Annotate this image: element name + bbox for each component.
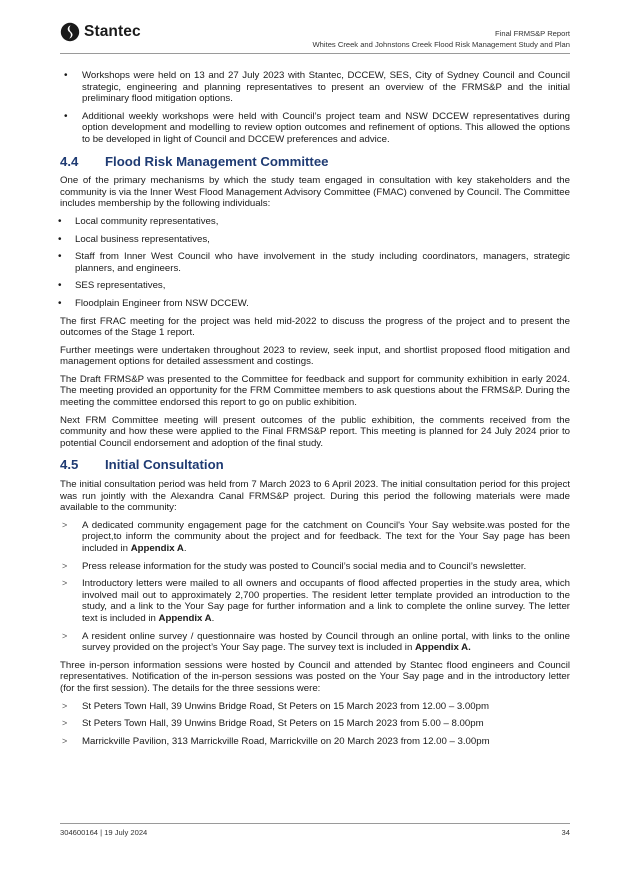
section-title: Flood Risk Management Committee [105, 153, 329, 169]
brand-name: Stantec [84, 23, 141, 40]
list-item: > St Peters Town Hall, 39 Unwins Bridge Road, St Peters on 15 March 2023 from 12.00 – 3.00pm [60, 701, 570, 713]
list-item: • SES representatives, [56, 280, 570, 292]
stantec-logo-icon [60, 22, 80, 42]
footer-divider [60, 823, 570, 824]
report-header [313, 29, 570, 50]
appendix-reference: Appendix A [158, 612, 212, 624]
paragraph: One of the primary mechanisms by which the study team engaged in consultation with key stakeholders and the community is via the Inner West Flood Management Advisory Committee (FMAC) convened by Council. The Committee includes membership by the following individuals: [60, 175, 570, 210]
paragraph: Further meetings were undertaken throughout 2023 to review, seek input, and shortlist proposed flood mitigation and management options for detailed assessment and costings. [60, 344, 570, 368]
list-item: • Additional weekly workshops were held with Council’s project team and NSW DCCEW representatives during option development and modelling to review option outcomes and refinement of options. This allowed the options to be developed in light of Council and DCCEW preferences and advice. [62, 111, 570, 146]
section-heading-4-5 [60, 459, 570, 471]
list-item [60, 578, 570, 624]
section-number: 4.5 [60, 457, 79, 473]
paragraph: The first FRAC meeting for the project was held mid-2022 to discuss the progress of the project and to present the outcomes of the Stage 1 report. [60, 315, 570, 339]
list-item: > St Peters Town Hall, 39 Unwins Bridge Road, St Peters on 15 March 2023 from 5.00 – 8.00pm [60, 718, 570, 730]
header-divider [60, 53, 570, 54]
section-heading-4-4 [60, 153, 570, 169]
section-title: Initial Consultation [105, 457, 224, 473]
list-item [60, 561, 570, 573]
section-number: 4.4 [60, 153, 79, 169]
intro-bullet-list [60, 70, 570, 146]
paragraph: Next FRM Committee meeting will present outcomes of the public exhibition, the comments received from the community and how these were applied to the Final FRMS&P report. This meeting is planned for 24 July 2024 prior to potential Council endorsement and adoption of the final study. [60, 414, 570, 449]
list-item: > Marrickville Pavilion, 313 Marrickville Road, Marrickville on 20 March 2023 from 12.00 – 3.00pm [60, 736, 570, 748]
page-body [60, 70, 570, 753]
session-list [60, 701, 570, 748]
consultation-materials-list [60, 520, 570, 654]
list-item: • Local community representatives, [56, 216, 570, 228]
committee-member-list [60, 216, 570, 310]
item-text: A resident online survey / questionnaire was hosted by Council through an online portal, with links to the online survey provided on the project’s Your Say page. The survey text is included in [82, 630, 570, 654]
page-number: 34 [561, 828, 570, 837]
item-text: Press release information for the study was posted to Council’s social media and to Council’s newsletter. [82, 560, 527, 572]
paragraph: The Draft FRMS&P was presented to the Committee for feedback and support for community exhibition in early 2024. The meeting provided an opportunity for the FRM Committee members to ask questions about the FRMS&P. During the meeting the committee endorsed this report to go on public exhibition. [60, 373, 570, 409]
list-item [60, 631, 570, 654]
report-title: Final FRMS&P Report [495, 29, 570, 38]
list-item: • Local business representatives, [56, 234, 570, 246]
paragraph: Three in-person information sessions were hosted by Council and attended by Stantec flood engineers and Council representatives. Notification of the in-person sessions was posted on the Your Say page and in the introductory letter (for the first session). The details for the three sessions were: [60, 659, 570, 694]
report-subtitle: Whites Creek and Johnstons Creek Flood Risk Management Study and Plan [312, 39, 570, 49]
document-reference: 304600164 | 19 July 2024 [60, 828, 148, 837]
list-item [60, 520, 570, 555]
paragraph: The initial consultation period was held from 7 March 2023 to 6 April 2023. The initial consultation period for this project was run jointly with the Alexandra Canal FRMS&P project. During this period the following materials were made available to the community: [60, 479, 570, 514]
list-item: • Staff from Inner West Council who have involvement in the study including coordinators, managers, strategic planners, and engineers. [56, 251, 570, 274]
item-text-end: . [183, 543, 187, 554]
list-item: • Floodplain Engineer from NSW DCCEW. [56, 298, 570, 310]
list-item: • Workshops were held on 13 and 27 July 2023 with Stantec, DCCEW, SES, City of Sydney Council and Council strategic, engineering and planning representatives to present an overview of the FRMS&P and the initial preliminary flood mitigation options. [62, 70, 570, 105]
item-text-end: . [211, 612, 215, 624]
stantec-logo [60, 22, 141, 42]
appendix-reference: Appendix A. [414, 642, 471, 654]
appendix-reference: Appendix A [130, 543, 184, 554]
item-text: Introductory letters were mailed to all owners and occupants of flood affected properties in the study area, which involved mail out to approximately 2,700 properties. The resident letter template provided an introduction to the study, and a link to the Your Say page for further information and a link to complete the online survey. The letter text is included in [82, 578, 570, 624]
item-text: A dedicated community engagement page for the catchment on Council's Your Say website.was posted for the project,to inform the community about the project and for feedback. The text for the Your Say page has been included in [82, 519, 570, 554]
